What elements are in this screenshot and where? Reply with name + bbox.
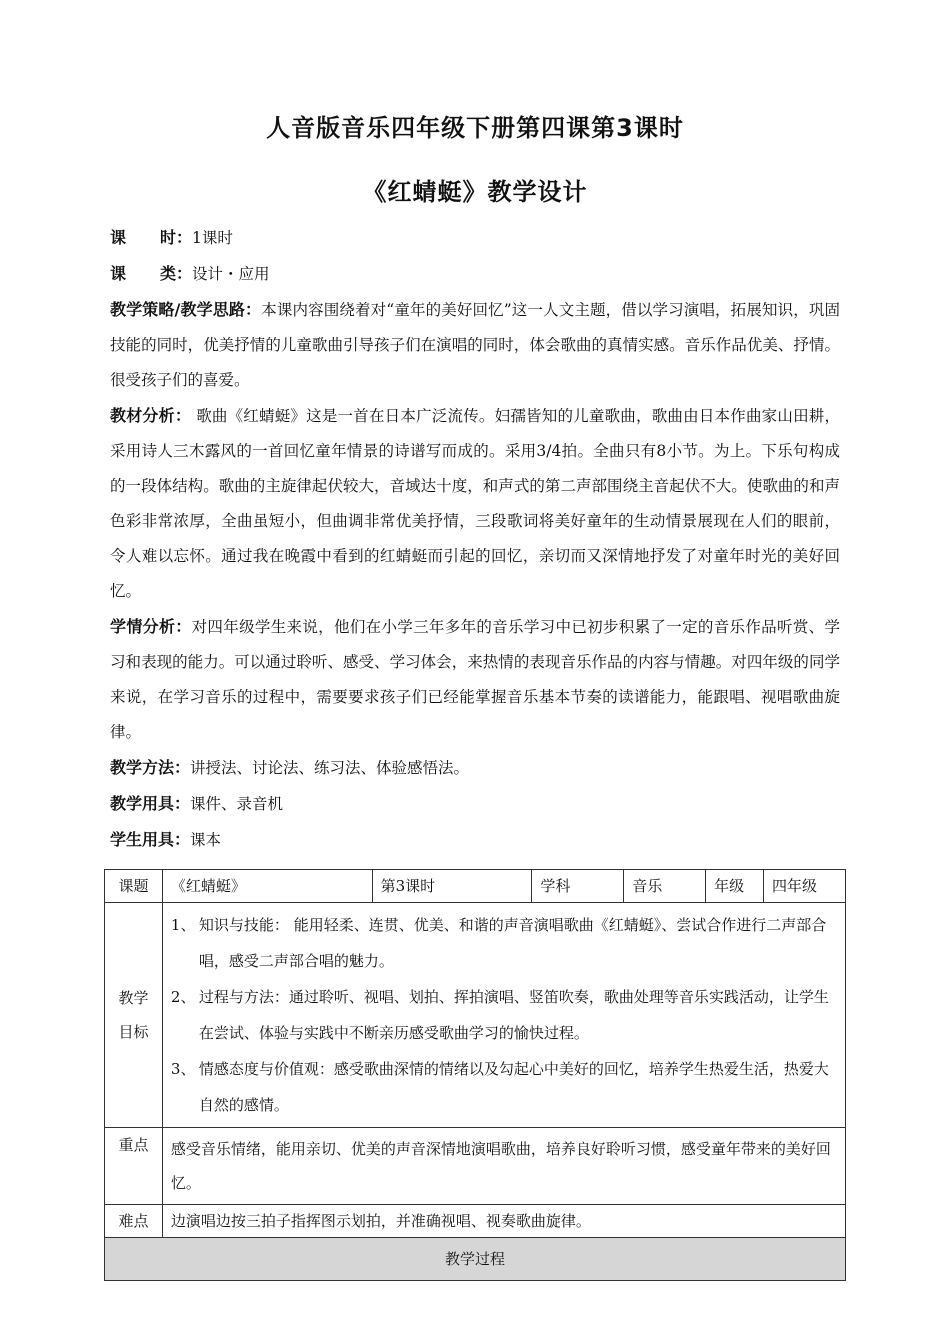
tools-label: 教学用具： <box>110 794 191 813</box>
type-value: 设计・应用 <box>192 265 270 283</box>
grade-value-cell: 四年级 <box>764 870 846 903</box>
strategy-paragraph <box>110 292 840 398</box>
goal-number: 3、 <box>170 1060 196 1078</box>
grade-label-cell: 年级 <box>706 870 764 903</box>
goals-label-a: 教学 <box>118 989 149 1007</box>
material-text: 歌曲《红蜻蜓》这是一首在日本广泛流传。妇孺皆知的儿童歌曲，歌曲由日本作曲家山田耕，采用诗人三木露风的一首回忆童年情景的诗谱写而成的。采用3/4拍。全曲只有8小节。为上。下乐句构成的一段体结构。歌曲的主旋律起伏较大，音域达十度，和声式的第二声部围绕主音起伏不大。使歌曲的和声色彩非常浓厚，全曲虽短小，但曲调非常优美抒情，三段歌词将美好童年的生动情景展现在人们的眼前， 令人难以忘怀。通过我在晚霞中看到的红蜻蜓而引起的回忆，亲切而又深情地抒发了对童年时光的美好回忆。 <box>110 407 840 600</box>
key-text-cell: 感受音乐情绪，能用亲切、优美的声音深情地演唱歌曲，培养良好聆听习惯，感受童年带来的美好回忆。 <box>162 1128 845 1205</box>
type-label-b: 类： <box>160 264 193 283</box>
student-label: 学情分析： <box>110 617 192 636</box>
period-value-cell: 第3课时 <box>372 870 532 903</box>
student-text: 对四年级学生来说，他们在小学三年多年的音乐学习中已初步积累了一定的音乐作品听赏、学习和表现的能力。可以通过聆听、感受、学习体会，来热情的表现音乐作品的内容与情趣。对四年级的同学来说，在学习音乐的过程中，需要要求孩子们已经能掌握音乐基本节奏的读谱能力，能跟唱、视唱歌曲旋律。 <box>110 618 840 741</box>
difficulty-text-cell: 边演唱边按三拍子指挥图示划拍，并准确视唱、视奏歌曲旋律。 <box>162 1205 845 1238</box>
goal-text: 过程与方法：通过聆听、视唱、划拍、挥拍演唱、竖笛吹奏，歌曲处理等音乐实践活动，让学生在尝试、体验与实践中不断亲历感受歌曲学习的愉快过程。 <box>198 988 829 1042</box>
material-paragraph <box>110 398 840 609</box>
goal-number: 1、 <box>170 916 196 934</box>
method-text: 讲授法、讨论法、练习法、体验感悟法。 <box>190 759 470 777</box>
document-title: 人音版音乐四年级下册第四课第3课时 <box>266 114 684 142</box>
student-tools-label: 学生用具： <box>110 830 191 849</box>
subject-label-cell: 学科 <box>532 870 624 903</box>
table-row <box>105 1205 846 1238</box>
difficulty-label-cell: 难点 <box>105 1205 163 1238</box>
table-row <box>105 1238 846 1281</box>
table-row <box>105 870 846 903</box>
strategy-text: 本课内容围绕着对“童年的美好回忆”这一人文主题，借以学习演唱，拓展知识，巩固技能的同时，优美抒情的儿童歌曲引导孩子们在演唱的同时，体会歌曲的真情实感。音乐作品优美、抒情。很受孩子们的喜爱。 <box>110 301 840 389</box>
method-paragraph <box>110 750 840 786</box>
method-label: 教学方法： <box>110 758 191 777</box>
strategy-label: 教学策略/教学思路： <box>110 300 262 319</box>
student-paragraph <box>110 609 840 750</box>
topic-label-cell: 课题 <box>105 870 163 903</box>
process-header-cell: 教学过程 <box>105 1238 846 1281</box>
list-item <box>171 1051 837 1123</box>
table-row <box>105 903 846 1128</box>
goals-label-b: 目标 <box>118 1023 149 1041</box>
hours-label-b: 时： <box>160 228 193 247</box>
goals-cell <box>162 903 845 1128</box>
key-label-cell: 重点 <box>105 1128 163 1205</box>
goal-text: 情感态度与价值观：感受歌曲深情的情绪以及勾起心中美好的回忆，培养学生热爱生活，热爱大自然的感情。 <box>198 1060 829 1114</box>
goal-text: 知识与技能： 能用轻柔、连贯、优美、和谐的声音演唱歌曲《红蜻蜓》、尝试合作进行二声部合唱，感受二声部合唱的魅力。 <box>198 916 827 970</box>
list-item <box>171 979 837 1051</box>
tools-text: 课件、录音机 <box>190 795 284 813</box>
material-label: 教材分析： <box>110 406 192 425</box>
student-tools-text: 课本 <box>190 831 222 849</box>
topic-value-cell: 《红蜻蜓》 <box>162 870 372 903</box>
type-label-a: 课 <box>110 264 127 283</box>
list-item <box>171 907 837 979</box>
meta-hours <box>110 220 840 256</box>
meta-type <box>110 256 840 292</box>
hours-value: 1课时 <box>192 229 233 247</box>
tools-paragraph <box>110 786 840 822</box>
lesson-plan-table <box>104 869 846 1281</box>
hours-label-a: 课 <box>110 228 127 247</box>
goals-list <box>171 907 837 1123</box>
document-body <box>110 220 840 858</box>
goal-number: 2、 <box>170 988 196 1006</box>
table-row <box>105 1128 846 1205</box>
student-tools-paragraph <box>110 822 840 858</box>
goals-label-cell <box>105 903 163 1128</box>
document-subtitle: 《红蜻蜓》教学设计 <box>362 178 588 206</box>
subject-value-cell: 音乐 <box>624 870 706 903</box>
